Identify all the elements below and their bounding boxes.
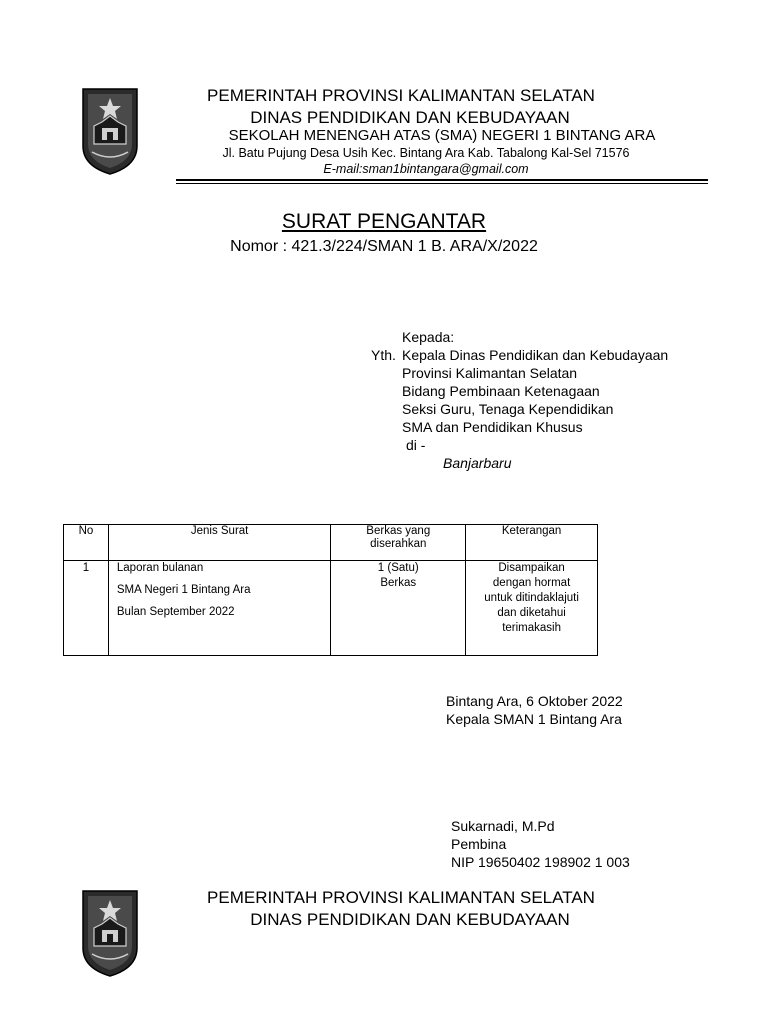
province-emblem-logo [80,86,140,176]
jenis-line: SMA Negeri 1 Bintang Ara [116,584,251,596]
recipient-line: Provinsi Kalimantan Selatan [402,365,578,381]
table-row [64,561,598,656]
keterangan-line: Disampaikan [498,562,565,574]
letterhead-province: PEMERINTAH PROVINSI KALIMANTAN SELATAN [207,888,595,907]
berkas-line: Berkas [380,577,417,589]
letterhead-agency: DINAS PENDIDIKAN DAN KEBUDAYAAN [250,108,570,127]
jenis-line: Bulan September 2022 [116,606,235,618]
recipient-yth: Yth. [371,347,396,363]
letterhead-agency: DINAS PENDIDIKAN DAN KEBUDAYAAN [250,910,570,929]
table-cell-keterangan [466,561,598,656]
signature-place-date: Bintang Ara, 6 Oktober 2022 [446,693,623,709]
letterhead-divider-thick [176,179,708,181]
recipient-line: Bidang Pembinaan Ketenagaan [402,383,600,399]
province-emblem-logo [80,888,140,978]
table-header-cell: Jenis Surat [108,525,330,561]
signature-name: Sukarnadi, M.Pd [451,818,555,834]
berkas-line: 1 (Satu) [377,562,419,574]
keterangan-line: untuk ditindaklajuti [484,592,579,604]
signature-nip: NIP 19650402 198902 1 003 [451,854,630,870]
letterhead-divider-thin [176,183,708,184]
recipient-line: Seksi Guru, Tenaga Kependidikan [402,401,614,417]
document-table [63,524,598,656]
letterhead-email: E-mail:sman1bintangara@gmail.com [323,162,529,176]
recipient-line: SMA dan Pendidikan Khusus [402,419,583,435]
table-header-cell: Berkas yang diserahkan [331,525,466,561]
table-cell-jenis [108,561,330,656]
table-header-row [64,525,598,561]
letterhead-address: Jl. Batu Pujung Desa Usih Kec. Bintang Ara Kab. Tabalong Kal-Sel 71576 [222,146,630,160]
recipient-city: Banjarbaru [443,455,512,471]
letterhead-province: PEMERINTAH PROVINSI KALIMANTAN SELATAN [207,86,595,105]
recipient-di: di - [406,437,426,453]
keterangan-line: dengan hormat [492,577,571,589]
table-header-cell: Keterangan [466,525,598,561]
table-cell-berkas [331,561,466,656]
letterhead-school: SEKOLAH MENENGAH ATAS (SMA) NEGERI 1 BINTANG ARA [228,127,656,144]
jenis-line: Laporan bulanan [116,562,204,574]
recipient-line: Kepala Dinas Pendidikan dan Kebudayaan [402,347,669,363]
table-cell-no: 1 [64,561,109,656]
signature-rank: Pembina [451,836,507,852]
table-header-cell: No [64,525,109,561]
recipient-kepada: Kepada: [402,329,455,345]
letter-title: SURAT PENGANTAR [281,210,487,233]
keterangan-line: terimakasih [502,622,561,634]
letter-number: Nomor : 421.3/224/SMAN 1 B. ARA/X/2022 [230,238,538,255]
signature-position: Kepala SMAN 1 Bintang Ara [446,711,622,727]
keterangan-line: dan diketahui [497,607,566,619]
